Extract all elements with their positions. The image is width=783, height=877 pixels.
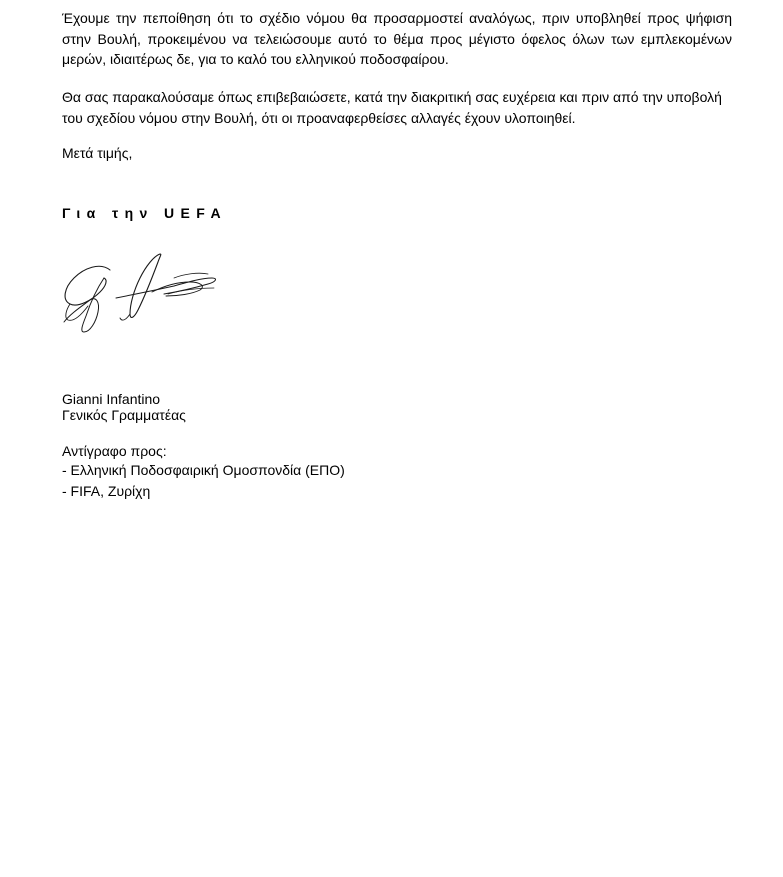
signatory-name: Gianni Infantino [62,391,161,407]
signatory-title: Γενικός Γραμματέας [62,407,186,423]
handwritten-signature-icon [56,248,226,340]
closing-salutation: Μετά τιμής, [62,145,133,161]
copies-heading: Αντίγραφο προς: [62,443,167,459]
copy-recipient: - FIFA, Ζυρίχη [62,483,151,499]
body-paragraph-2: Θα σας παρακαλούσαμε όπως επιβεβαιώσετε, κατά την διακριτική σας ευχέρεια και πριν από την υποβολή του σχεδίου νόμου στην Βουλή, ότι οι προαναφερθείσες αλλαγές έχουν υλοποιηθεί. [62,89,722,126]
signoff-line: Για την UEFA [62,205,227,221]
copy-recipient: - Ελληνική Ποδοσφαιρική Ομοσπονδία (ΕΠΟ) [62,462,345,478]
body-paragraph-1: Έχουμε την πεποίθηση ότι το σχέδιο νόμου θα προσαρμοστεί αναλόγως, πριν υποβληθεί προς ψήφιση στην Βουλή, προκειμένου να τελειώσουμε αυτό το θέμα προς μέγιστο όφελος όλων των εμπλεκομένων μερών, ιδιαιτέρως δε, για το καλό του ελληνικού ποδοσφαίρου. [62,10,732,67]
